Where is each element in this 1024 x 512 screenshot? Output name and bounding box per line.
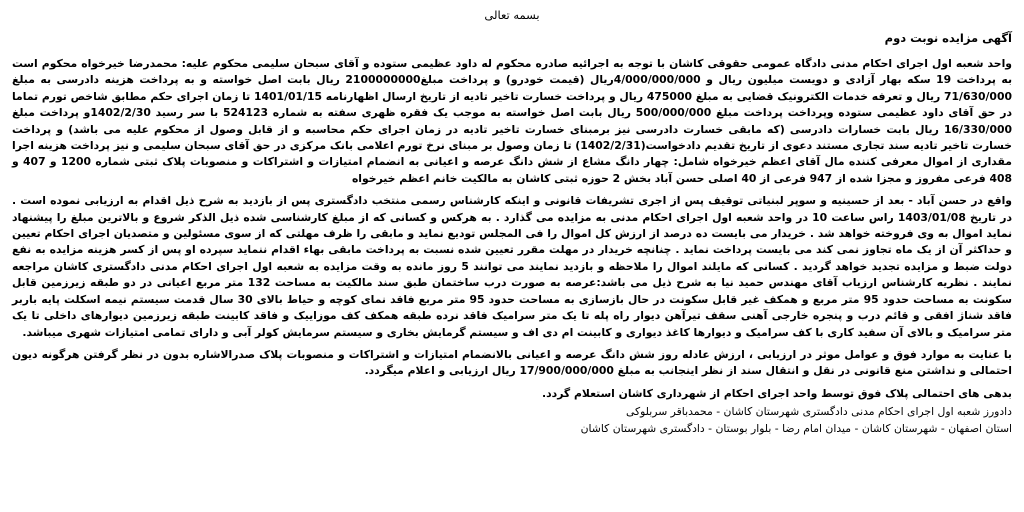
- paragraph-valuation: با عنایت به موارد فوق و عوامل موثر در ارزیابی ، ارزش عادله روز شش دانگ عرصه و اعیانی بالانضمام امتیازات و اشتراکات و منصوبات پلاک صدرالاشاره بدون در نظر گرفتن هرگونه دیون احتمالی و نداشتن منع قانونی در نقل و انتقال سند از نظر اینجانب به مبلغ 17/900/000/000 ریال ارزیابی و اعلام میگردد.: [12, 347, 1012, 378]
- notice-title: آگهی مزایده نوبت دوم: [884, 31, 1012, 45]
- basmala-heading: بسمه تعالی: [484, 8, 540, 22]
- paragraph-auction-terms: واقع در حسن آباد - بعد از حسینیه و سوپر لبنیاتی توقیف پس از اجری تشریفات قانونی و اینکه کارشناس رسمی منتخب دادگستری پس از بازدید به شرح ذیل اقدام به ارزیابی نموده است . در تاریخ 1403/01/08 راس ساعت 10 در واحد شعبه اول اجرای احکام مدنی به مزایده می گذارد . به هرکس و کسانی که از مبلغ کارشناسی شده ذیل الذکر شروع و بالاترین مبلغ را پیشنهاد نماید اموال به وی فروخته خواهد شد . خریدار می بایست ده درصد از ارزش کل اموال را فی المجلس تودیع نماید و مابقی را ظرف مهلتی که از سوی مسئولین و متصدیان اجرای احکام تعیین و حداکثر آن از یک ماه تجاوز نمی کند می بایست پرداخت نماید . چنانچه خریدار در مهلت مقرر تعیین شده نسبت به پرداخت مابقی بهاء اقدام ننماید سپرده او پس از کسر هزینه مزایده به نفع دولت ضبط و مزایده تجدید خواهد گردید . کسانی که مایلند اموال را ملاحظه و بازدید نمایند می توانند 5 روز مانده به وقت مزایده به شعبه اول اجرای احکام مدنی دادگستری کاشان مراجعه نمایند . نظریه کارشناس ارزیاب آقای مهندس حمید نیا به شرح ذیل می باشد:عرصه به صورت درب ساختمان طبق سند مالکیت به مساحت 132 متر مربع اعیانی در دو طبقه زیرزمین قابل سکونت به مساحت حدود 95 متر مربع و همکف غیر قابل سکونت در حال بازسازی به مساحت حدود 95 متر مربع فاقد نمای کوچه و حیاط بالای 30 سال قدمت سیستم نیمه اسکلت پایه باربر فاقد شناژ افقی و قائم درب و پنجره خارجی آهنی سقف تیرآهن دیوار راه پله تا یک متر سرامیک فاقد نرده طبقه همکف کف موزاییک و فاقد کابینت طبقه زیرزمین دیوارهای داخلی تا یک متر سرامیک و بالای آن سفید کاری با کف سرامیک و دیوارها کاغذ دیواری و کابینت ام دی اف و سیستم گرمایش بخاری و سیستم سرمایش کولر آبی و دارای تمامی امتیازات شهری میباشد.: [12, 194, 1012, 339]
- signature-block: [12, 404, 1012, 437]
- paragraph-judgment: واحد شعبه اول اجرای احکام مدنی دادگاه عمومی حقوقی کاشان با توجه به اجرائیه صادره محکوم له داود عظیمی ستوده و آقای سبحان سلیمی محکوم علیه: محمدرضا خیرخواه محکوم است به پرداخت 19 سکه بهار آزادی و دویست میلیون ریال و 4/000/000/000ریال (قیمت خودرو) و پرداخت مبلغ2100000000 ریال بابت اصل خواسته و به پرداخت هزینه دادرسی به مبلغ 71/630/000 ریال و تعرفه خدمات الکترونیک قضایی به مبلغ 475000 ریال و پرداخت خسارت تاخیر تادیه از تاریخ ارسال اظهارنامه 1401/01/15 تا زمان اجرای حکم مطابق شاخص تورم تماما در حق آقای داود عظیمی ستوده وپرداخت پرداخت مبلغ 500/000/000 ریال بابت اصل خواسته به موجب یک فقره ظهری سفته به شماره 524123 با سر رسید 1402/2/30و پرداخت مبلغ 16/330/000 ریال بابت خسارات دادرسی (که مابقی خسارت دادرسی نیز برمبنای خسارت تاخیر تادیه در زمان اجرای حکم محاسبه و از قابل وصول از محکوم علیه می باشد) و پرداخت خسارت تاخیر تادیه سند تجاری مستند دعوی از تاریخ تقدیم دادخواست(1402/2/31) تا زمان وصول بر مبنای نرخ تورم اعلامی بانک مرکزی در حق آقای سبحان سلیمی و نیز پرداخت هزینه اجرا مقداری از اموال معرفی کننده مال آقای اعظم خیرخواه شامل: چهار دانگ مشاع از شش دانگ عرصه و اعیانی به انضمام امتیازات و اشتراکات و منصوبات پلاک ثبتی شماره 1200 و 407 و 408 فرعی مفروز و مجزا شده از 947 فرعی از 40 اصلی حسن آباد بخش 2 حوزه ثبتی کاشان به مالکیت خانم اعظم خیرخواه: [12, 57, 1013, 185]
- officer-signature-line: دادورز شعبه اول اجرای احکام مدنی دادگستری شهرستان کاشان - محمدباقر سربلوکی: [625, 405, 1012, 419]
- notice-closing: [12, 386, 1012, 402]
- debts-inquiry-note: بدهی های احتمالی پلاک فوق توسط واحد اجرای احکام از شهرداری کاشان استعلام گردد.: [542, 386, 1012, 400]
- court-address-line: استان اصفهان - شهرستان کاشان - میدان امام رضا - بلوار بوستان - دادگستری شهرستان کاشان: [580, 421, 1012, 435]
